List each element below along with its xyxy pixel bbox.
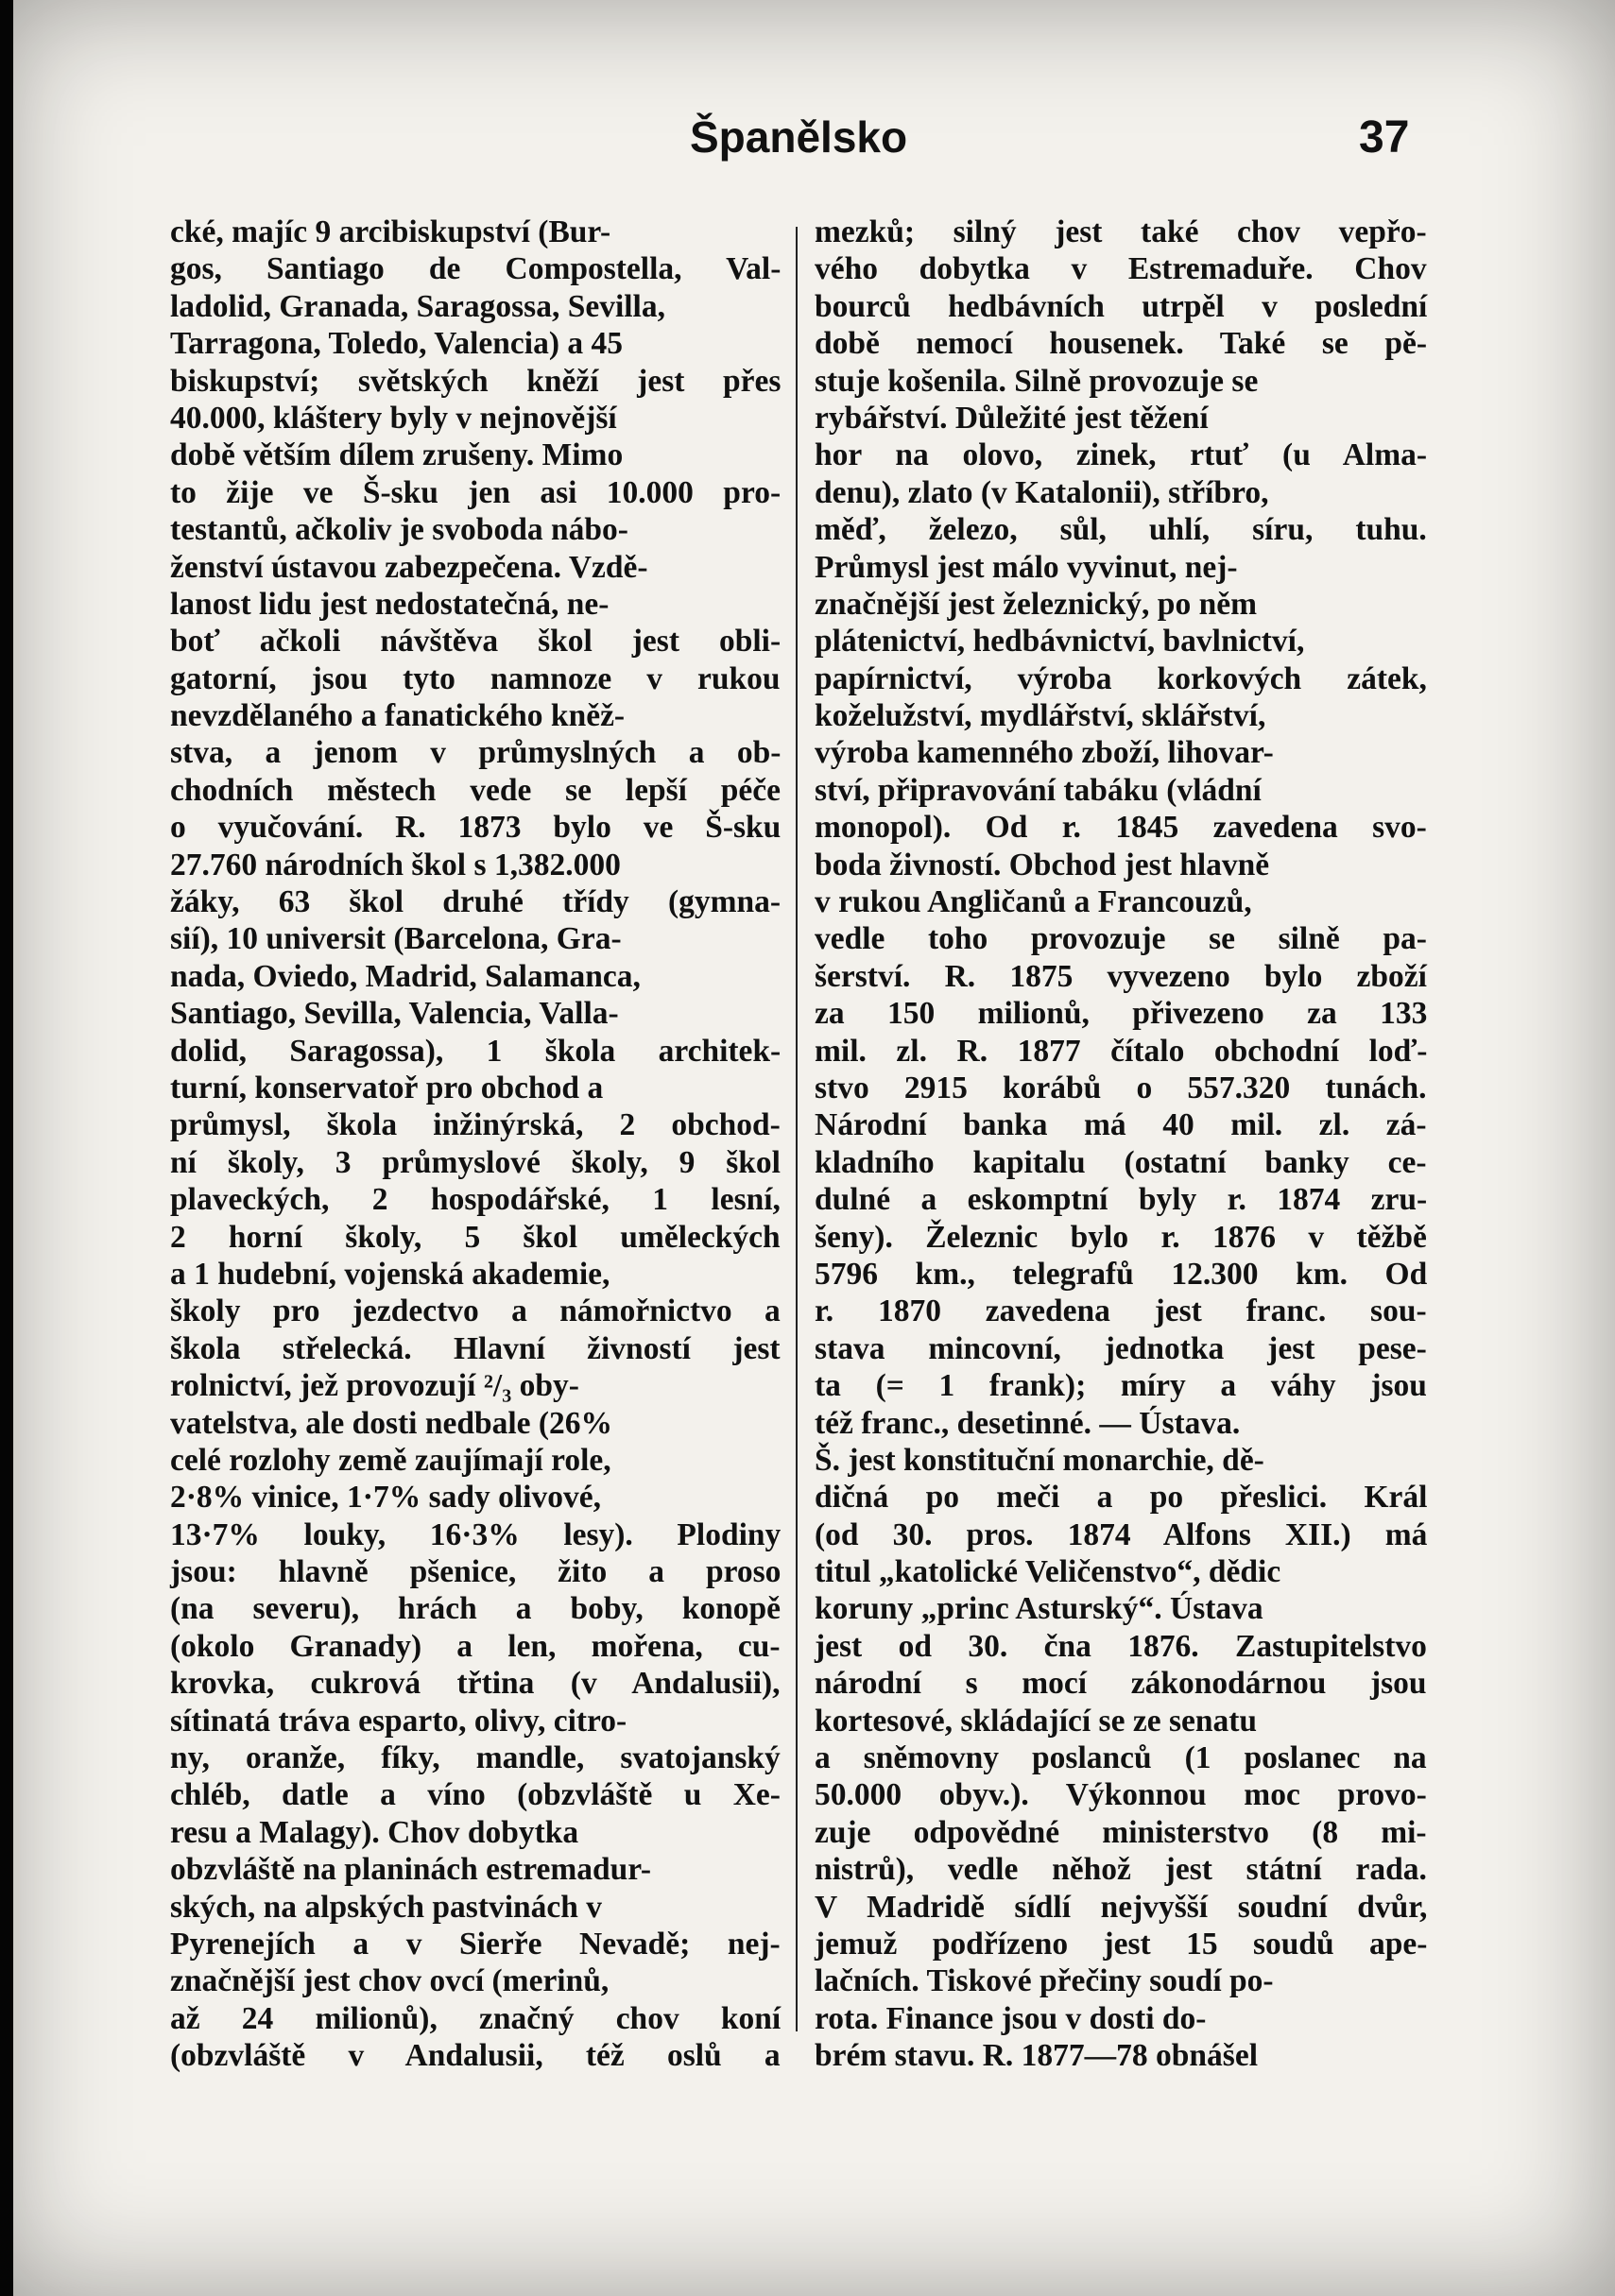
text-line: plátenictví, hedbávnictví, bavlnictví, xyxy=(815,624,1305,660)
text-line: značnější jest chov ovcí (merinů, xyxy=(170,1963,610,1999)
text-line: titul „katolické Veličenstvo“, dědic xyxy=(815,1554,1281,1590)
text-line: v rukou Angličanů a Francouzů, xyxy=(815,884,1252,920)
text-line: ny, oranže, fíky, mandle, svatojanský xyxy=(170,1740,781,1776)
text-line: době nemocí housenek. Také se pě- xyxy=(815,326,1427,362)
text-line: cké, majíc 9 arcibiskupství (Bur- xyxy=(170,214,611,249)
text-line: gos, Santiago de Compostella, Val- xyxy=(170,251,782,287)
text-line: stava mincovní, jednotka jest pese- xyxy=(815,1330,1427,1366)
column-divider xyxy=(796,227,798,2031)
text-line: o vyučování. R. 1873 bylo ve Š-sku xyxy=(170,810,782,846)
text-line: Pyrenejích a v Sierře Nevadě; nej- xyxy=(170,1926,781,1962)
text-line: jemuž podřízeno jest 15 soudů ape- xyxy=(815,1926,1428,1962)
page-header xyxy=(0,111,1615,178)
text-line: 13·7% louky, 16·3% lesy). Plodiny xyxy=(170,1516,782,1552)
text-line: 2 horní školy, 5 škol uměleckých xyxy=(170,1219,781,1255)
text-line: jest od 30. čna 1876. Zastupitelstvo xyxy=(815,1628,1427,1664)
right-text-column xyxy=(815,214,1427,2075)
text-line: lanost lidu jest nedostatečná, ne- xyxy=(170,586,610,622)
text-line: celé rozlohy země zaujímají role, xyxy=(170,1442,611,1478)
text-line: zuje odpovědné ministerstvo (8 mi- xyxy=(815,1814,1427,1850)
text-line: 5796 km., telegrafů 12.300 km. Od xyxy=(815,1256,1428,1292)
text-line: rota. Finance jsou v dosti do- xyxy=(815,2000,1207,2036)
text-line: měď, železo, sůl, uhlí, síru, tuhu. xyxy=(815,512,1427,548)
text-line: 50.000 obyv.). Výkonnou moc provo- xyxy=(815,1777,1427,1813)
text-line: papírnictví, výroba korkových zátek, xyxy=(815,660,1427,696)
text-line: a sněmovny poslanců (1 poslanec na xyxy=(815,1740,1427,1776)
text-line: hor na olovo, zinek, rtuť (u Alma- xyxy=(815,437,1427,473)
text-line: krovka, cukrová třtina (v Andalusii), xyxy=(170,1666,781,1702)
text-line: výroba kamenného zboží, lihovar- xyxy=(815,735,1274,771)
left-text-column xyxy=(170,214,781,2075)
text-line: až 24 milionů), značný chov koní xyxy=(170,2000,782,2036)
text-line: kladního kapitalu (ostatní banky ce- xyxy=(815,1144,1427,1180)
text-line: ladolid, Granada, Saragossa, Sevilla, xyxy=(170,288,665,324)
text-line: národní s mocí zákonodárnou jsou xyxy=(815,1666,1427,1702)
text-line: škola střelecká. Hlavní živností jest xyxy=(170,1330,781,1366)
text-line: vatelstva, ale dosti nedbale (26% xyxy=(170,1405,613,1441)
text-line: to žije ve Š-sku jen asi 10.000 pro- xyxy=(170,474,782,510)
text-line: žáky, 63 škol druhé třídy (gymna- xyxy=(170,884,782,920)
text-line: mil. zl. R. 1877 čítalo obchodní loď- xyxy=(815,1033,1428,1069)
running-title: Španělsko xyxy=(690,112,908,162)
text-line: Tarragona, Toledo, Valencia) a 45 xyxy=(170,326,624,362)
text-line: vého dobytka v Estremaduře. Chov xyxy=(815,251,1427,287)
text-line: Š. jest konstituční monarchie, dě- xyxy=(815,1442,1264,1478)
text-line: testantů, ačkoliv je svoboda nábo- xyxy=(170,512,628,548)
text-line: boda živností. Obchod jest hlavně xyxy=(815,847,1270,882)
text-line: kortesové, skládající se ze senatu xyxy=(815,1703,1258,1739)
text-line: průmysl, škola inžinýrská, 2 obchod- xyxy=(170,1107,781,1143)
text-line: stvo 2915 korábů o 557.320 tunách. xyxy=(815,1070,1427,1105)
text-line: stva, a jenom v průmyslných a ob- xyxy=(170,735,782,771)
text-line: 40.000, kláštery byly v nejnovější xyxy=(170,400,617,436)
text-line: resu a Malagy). Chov dobytka xyxy=(170,1814,579,1850)
text-line: ní školy, 3 průmyslové školy, 9 škol xyxy=(170,1144,781,1180)
text-line: jsou: hlavně pšenice, žito a proso xyxy=(170,1554,782,1590)
text-line: gatorní, jsou tyto namnoze v rukou xyxy=(170,660,781,696)
text-line: biskupství; světských kněží jest přes xyxy=(170,363,782,399)
text-line: dičná po meči a po přeslici. Král xyxy=(815,1480,1428,1516)
text-line: dulné a eskomptní byly r. 1874 zru- xyxy=(815,1182,1428,1218)
text-line: a 1 hudební, vojenská akademie, xyxy=(170,1256,610,1292)
scan-edge xyxy=(0,0,13,2296)
text-line: (okolo Granady) a len, mořena, cu- xyxy=(170,1628,781,1664)
text-line: (obzvláště v Andalusii, též oslů a xyxy=(170,2038,781,2074)
text-line: Průmysl jest málo vyvinut, nej- xyxy=(815,549,1238,585)
text-line: chodních městech vede se lepší péče xyxy=(170,772,781,808)
text-line: r. 1870 zavedena jest franc. sou- xyxy=(815,1294,1427,1329)
text-line: nistrů), vedle něhož jest státní rada. xyxy=(815,1852,1427,1888)
text-line: mezků; silný jest také chov vepřo- xyxy=(815,214,1427,249)
text-line: Santiago, Sevilla, Valencia, Valla- xyxy=(170,996,619,1032)
text-line: nevzdělaného a fanatického kněž- xyxy=(170,698,626,734)
text-line: za 150 milionů, přivezeno za 133 xyxy=(815,996,1428,1032)
text-line: chléb, datle a víno (obzvláště u Xe- xyxy=(170,1777,781,1813)
text-line: koželužství, mydlářství, sklářství, xyxy=(815,698,1266,734)
text-line: monopol). Od r. 1845 zavedena svo- xyxy=(815,810,1427,846)
page-number: 37 xyxy=(1359,112,1410,163)
text-line: stuje košenila. Silně provozuje se xyxy=(815,363,1259,399)
text-line: plaveckých, 2 hospodářské, 1 lesní, xyxy=(170,1182,781,1218)
text-line: turní, konservatoř pro obchod a xyxy=(170,1070,604,1105)
text-line: V Madridě sídlí nejvyšší soudní dvůr, xyxy=(815,1889,1428,1925)
text-line: bourců hedbávních utrpěl v poslední xyxy=(815,288,1428,324)
text-line: denu), zlato (v Katalonii), stříbro, xyxy=(815,474,1269,510)
text-line: šeny). Železnic bylo r. 1876 v těžbě xyxy=(815,1219,1427,1255)
text-line: Národní banka má 40 mil. zl. zá- xyxy=(815,1107,1427,1143)
text-line: brém stavu. R. 1877—78 obnášel xyxy=(815,2038,1259,2074)
text-line: (na severu), hrách a boby, konopě xyxy=(170,1591,782,1627)
text-line: ských, na alpských pastvinách v xyxy=(170,1889,603,1925)
text-line: ta (= 1 frank); míry a váhy jsou xyxy=(815,1368,1427,1404)
text-line: vedle toho provozuje se silně pa- xyxy=(815,921,1427,957)
text-line: sítinatá tráva esparto, olivy, citro- xyxy=(170,1703,627,1739)
text-line: nada, Oviedo, Madrid, Salamanca, xyxy=(170,958,641,994)
text-line: boť ačkoli návštěva škol jest obli- xyxy=(170,624,782,660)
text-line: ženství ústavou zabezpečena. Vzdě- xyxy=(170,549,648,585)
text-line: též franc., desetinné. — Ústava. xyxy=(815,1405,1241,1441)
text-line: značnější jest železnický, po něm xyxy=(815,586,1257,622)
text-line: rybářství. Důležité jest těžení xyxy=(815,400,1209,436)
text-line: obzvláště na planinách estremadur- xyxy=(170,1852,652,1888)
text-line: dolid, Saragossa), 1 škola architek- xyxy=(170,1033,782,1069)
text-line: školy pro jezdectvo a námořnictvo a xyxy=(170,1294,781,1329)
text-line: sií), 10 universit (Barcelona, Gra- xyxy=(170,921,622,957)
text-line: 27.760 národních škol s 1,382.000 xyxy=(170,847,621,882)
text-line: šerství. R. 1875 vyvezeno bylo zboží xyxy=(815,958,1427,994)
text-line: době větším dílem zrušeny. Mimo xyxy=(170,437,624,473)
text-line: rolnictví, jež provozují ²/₃ oby- xyxy=(170,1368,579,1404)
text-line: ství, připravování tabáku (vládní xyxy=(815,772,1262,808)
text-line: koruny „princ Asturský“. Ústava xyxy=(815,1591,1263,1627)
text-line: lačních. Tiskové přečiny soudí po- xyxy=(815,1963,1274,1999)
text-line: 2·8% vinice, 1·7% sady olivové, xyxy=(170,1480,601,1516)
text-line: (od 30. pros. 1874 Alfons XII.) má xyxy=(815,1516,1428,1552)
